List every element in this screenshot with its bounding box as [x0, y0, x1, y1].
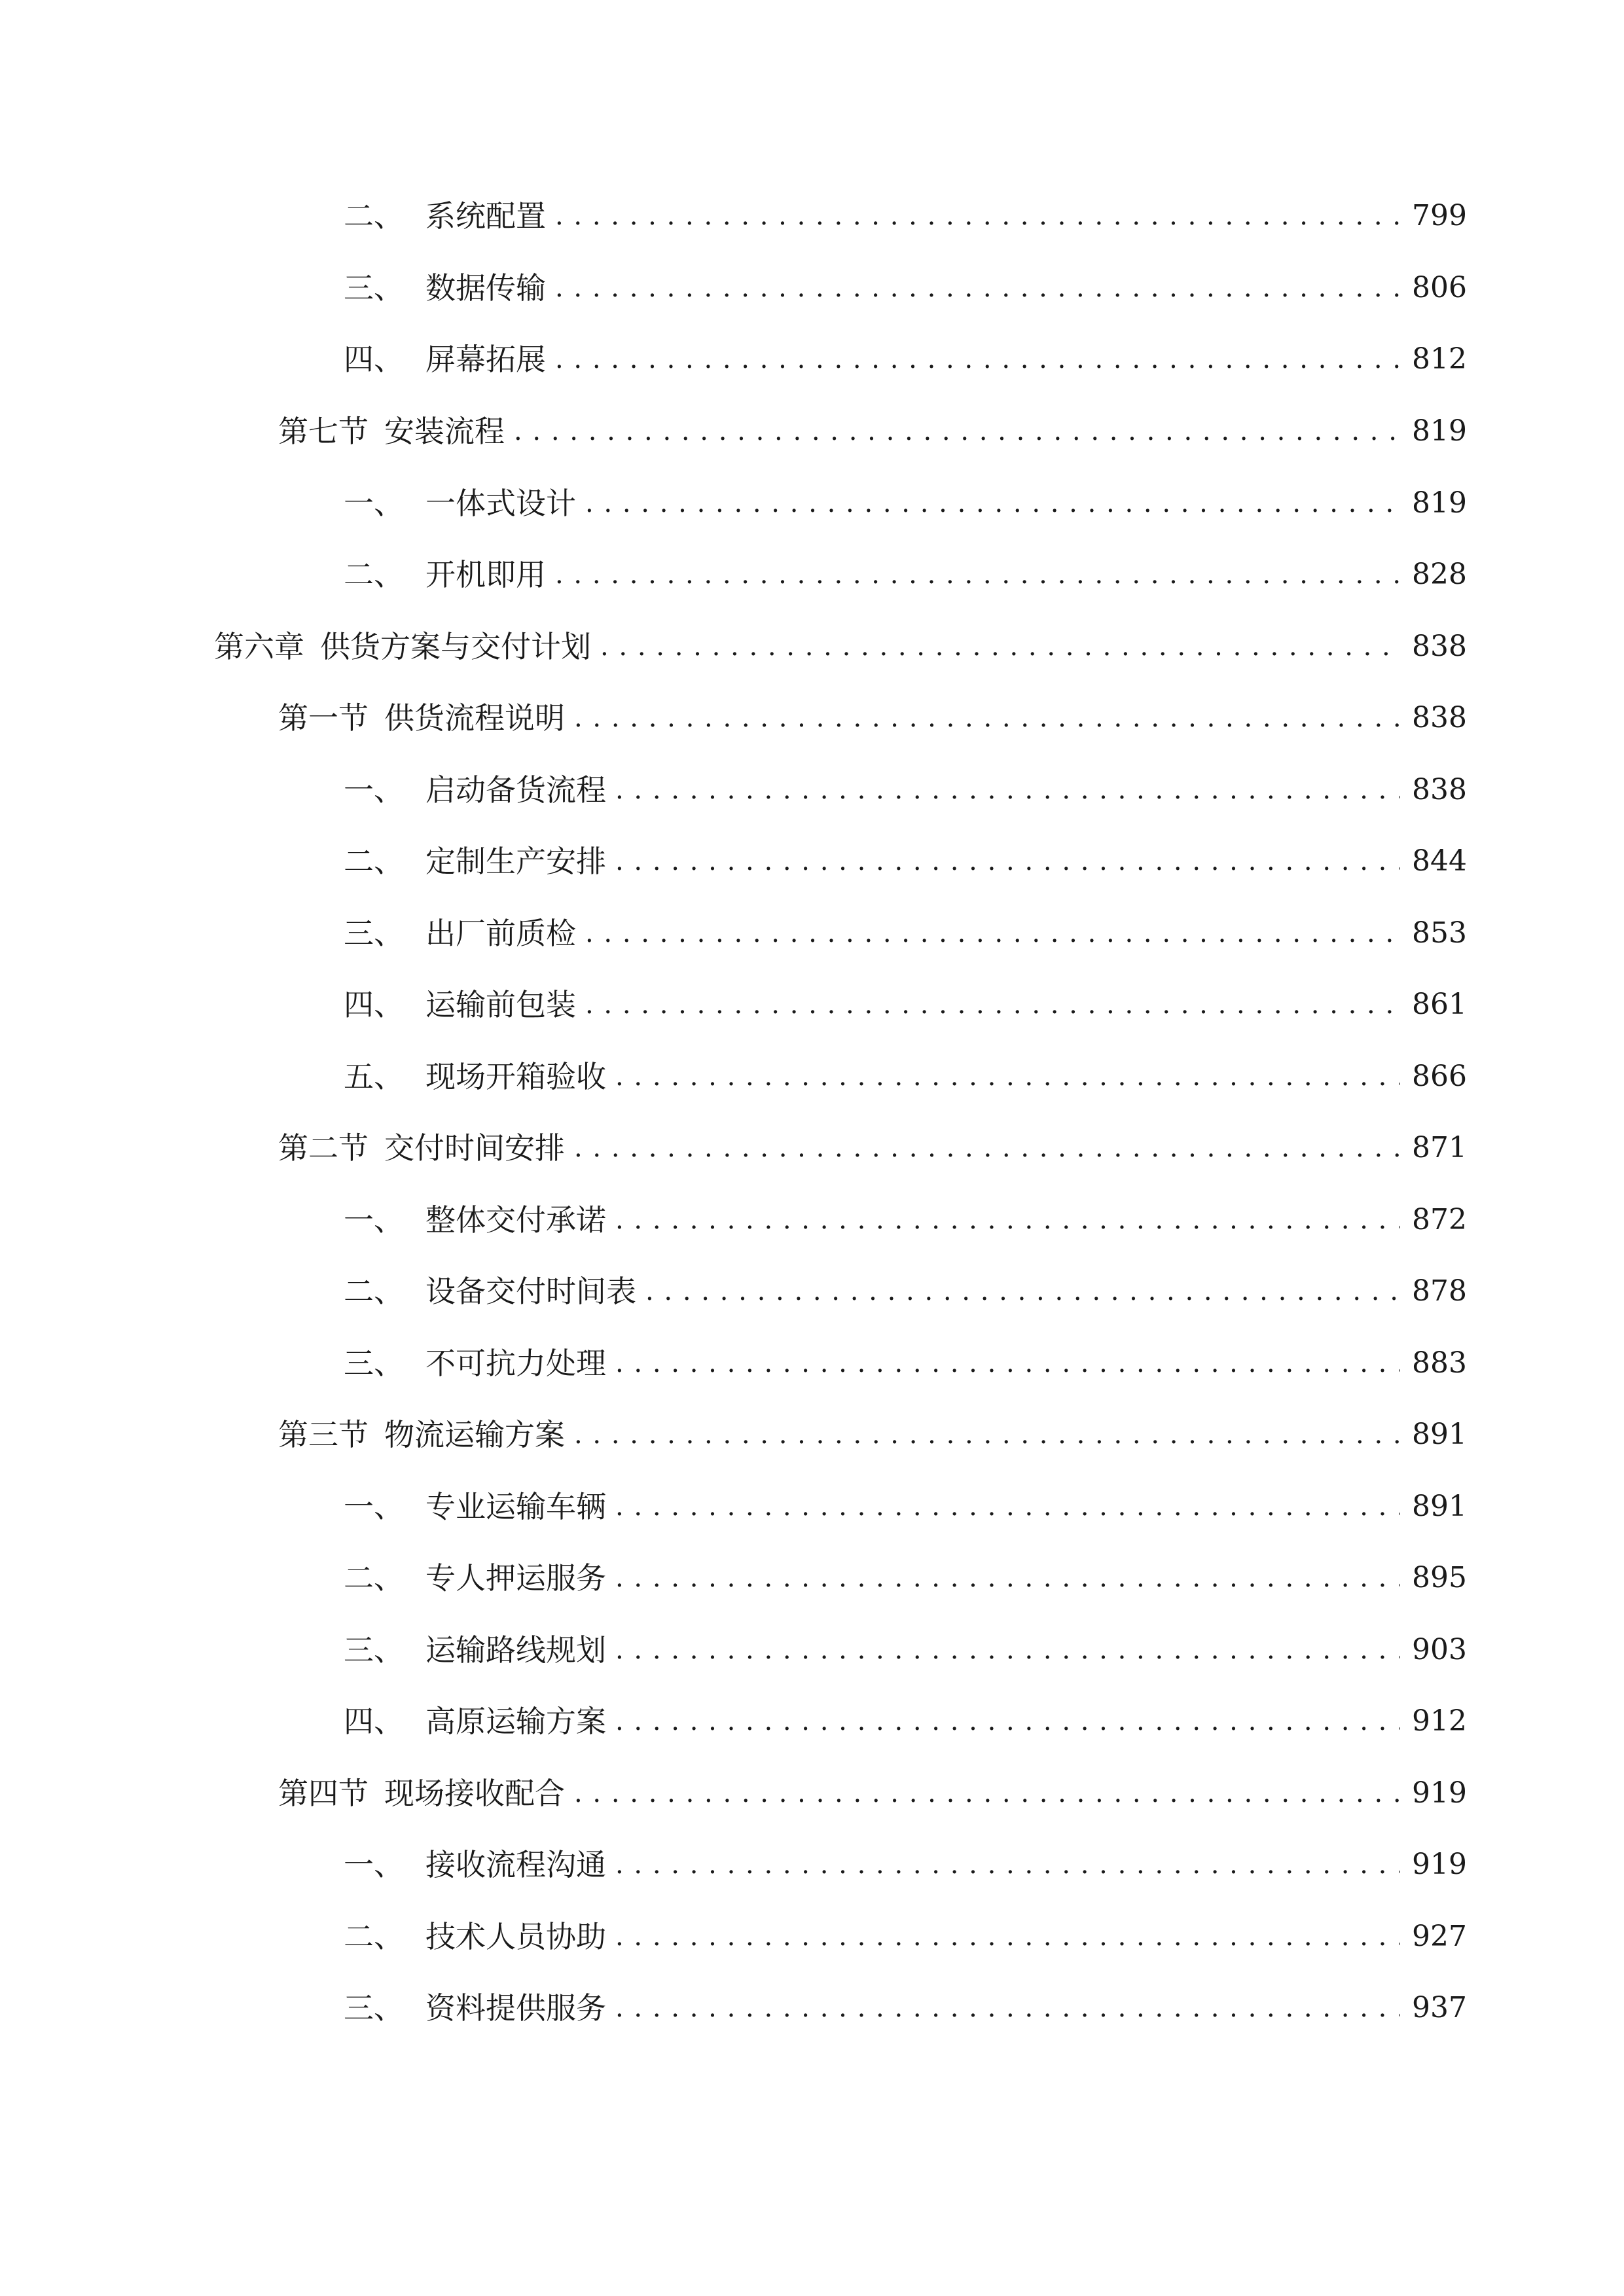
entry-number: 三、 — [344, 270, 404, 306]
toc-entry[interactable] — [344, 978, 1467, 1031]
page-number: 819 — [1412, 486, 1467, 520]
entry-number: 一、 — [344, 1202, 404, 1238]
dot-leader — [574, 1122, 1400, 1174]
dot-leader — [574, 692, 1400, 744]
entry-title: 专业运输车辆 — [425, 1489, 606, 1524]
dot-leader — [555, 333, 1400, 386]
page-number: 838 — [1412, 773, 1467, 806]
entry-title: 高原运输方案 — [425, 1704, 606, 1739]
entry-number: 二、 — [344, 557, 404, 592]
toc-entry[interactable] — [278, 1408, 1467, 1461]
dot-leader — [615, 764, 1400, 816]
entry-title: 启动备货流程 — [425, 772, 606, 808]
page-number: 806 — [1412, 271, 1467, 304]
dot-leader — [585, 907, 1400, 960]
toc-entry[interactable] — [344, 1624, 1467, 1676]
entry-title: 屏幕拓展 — [425, 342, 546, 377]
dot-leader — [615, 1839, 1400, 1891]
entry-number: 二、 — [344, 844, 404, 879]
entry-title: 现场开箱验收 — [425, 1059, 606, 1094]
toc-entry[interactable] — [344, 907, 1467, 960]
entry-number: 一、 — [344, 772, 404, 808]
entry-title: 交付时间安排 — [384, 1130, 565, 1166]
toc-entry[interactable] — [344, 333, 1467, 386]
page-number: 937 — [1412, 1991, 1467, 2024]
entry-number: 三、 — [344, 1990, 404, 2026]
entry-number: 三、 — [344, 916, 404, 951]
dot-leader — [615, 1982, 1400, 2034]
entry-number: 一、 — [344, 486, 404, 521]
toc-entry[interactable] — [344, 1337, 1467, 1390]
entry-title: 现场接收配合 — [384, 1776, 565, 1811]
toc-entry[interactable] — [344, 1839, 1467, 1891]
toc-entry[interactable] — [344, 835, 1467, 888]
dot-leader — [615, 1624, 1400, 1676]
entry-title: 资料提供服务 — [425, 1990, 606, 2026]
entry-title: 供货流程说明 — [384, 700, 565, 736]
entry-number: 第七节 — [278, 414, 369, 449]
page-number: 895 — [1412, 1561, 1467, 1594]
toc-entry[interactable] — [278, 1122, 1467, 1174]
entry-title: 运输前包装 — [425, 987, 576, 1022]
toc-entry[interactable] — [344, 1910, 1467, 1963]
page-number: 838 — [1412, 630, 1467, 663]
toc-entry[interactable] — [344, 262, 1467, 314]
toc-entry[interactable] — [344, 1265, 1467, 1318]
page-number: 903 — [1412, 1633, 1467, 1666]
toc-entry[interactable] — [344, 477, 1467, 529]
toc-entry[interactable] — [344, 1982, 1467, 2034]
dot-leader — [615, 1194, 1400, 1246]
entry-title: 接收流程沟通 — [425, 1847, 606, 1882]
entry-number: 一、 — [344, 1489, 404, 1524]
toc-entry[interactable] — [344, 1050, 1467, 1103]
toc-entry[interactable] — [344, 1194, 1467, 1246]
entry-number: 四、 — [344, 1704, 404, 1739]
page-number: 927 — [1412, 1920, 1467, 1953]
toc-entry[interactable] — [344, 1695, 1467, 1748]
page-number: 819 — [1412, 414, 1467, 448]
toc-entry[interactable] — [278, 1767, 1467, 1820]
page-number: 872 — [1412, 1203, 1467, 1236]
toc-entry[interactable] — [344, 190, 1467, 242]
page-number: 861 — [1412, 988, 1467, 1021]
dot-leader — [615, 835, 1400, 888]
page-number: 828 — [1412, 558, 1467, 591]
page-number: 866 — [1412, 1060, 1467, 1093]
page-number: 799 — [1412, 199, 1467, 232]
entry-number: 五、 — [344, 1059, 404, 1094]
entry-title: 系统配置 — [425, 198, 546, 234]
entry-number: 二、 — [344, 1919, 404, 1954]
entry-number: 二、 — [344, 1560, 404, 1596]
toc-entry[interactable] — [214, 620, 1467, 673]
dot-leader — [600, 620, 1400, 673]
dot-leader — [615, 1050, 1400, 1103]
dot-leader — [585, 978, 1400, 1031]
toc-entry[interactable] — [344, 1480, 1467, 1533]
dot-leader — [645, 1265, 1400, 1318]
entry-number: 三、 — [344, 1346, 404, 1381]
dot-leader — [615, 1552, 1400, 1604]
page-number: 891 — [1412, 1490, 1467, 1523]
dot-leader — [585, 477, 1400, 529]
entry-title: 定制生产安排 — [425, 844, 606, 879]
dot-leader — [555, 190, 1400, 242]
dot-leader — [615, 1337, 1400, 1390]
entry-title: 一体式设计 — [425, 486, 576, 521]
page-number: 891 — [1412, 1418, 1467, 1451]
entry-number: 二、 — [344, 1274, 404, 1309]
dot-leader — [555, 548, 1400, 601]
page-number: 919 — [1412, 1776, 1467, 1810]
page-number: 912 — [1412, 1704, 1467, 1738]
page-number: 871 — [1412, 1131, 1467, 1164]
toc-entry[interactable] — [344, 1552, 1467, 1604]
entry-title: 出厂前质检 — [425, 916, 576, 951]
entry-number: 第六章 — [214, 629, 304, 664]
entry-title: 不可抗力处理 — [425, 1346, 606, 1381]
page-number: 812 — [1412, 342, 1467, 376]
toc-entry[interactable] — [344, 764, 1467, 816]
toc-entry[interactable] — [278, 405, 1467, 457]
entry-title: 开机即用 — [425, 557, 546, 592]
dot-leader — [615, 1910, 1400, 1963]
entry-title: 整体交付承诺 — [425, 1202, 606, 1238]
page-number: 878 — [1412, 1274, 1467, 1308]
entry-number: 一、 — [344, 1847, 404, 1882]
entry-number: 第一节 — [278, 700, 369, 736]
entry-title: 运输路线规划 — [425, 1632, 606, 1668]
dot-leader — [615, 1695, 1400, 1748]
page-number: 838 — [1412, 701, 1467, 734]
entry-title: 供货方案与交付计划 — [320, 629, 591, 664]
dot-leader — [514, 405, 1400, 457]
entry-title: 技术人员协助 — [425, 1919, 606, 1954]
entry-number: 第三节 — [278, 1417, 369, 1452]
toc-entry[interactable] — [344, 548, 1467, 601]
entry-number: 二、 — [344, 198, 404, 234]
dot-leader — [574, 1767, 1400, 1820]
dot-leader — [615, 1480, 1400, 1533]
entry-title: 物流运输方案 — [384, 1417, 565, 1452]
toc-entry[interactable] — [278, 692, 1467, 744]
entry-title: 设备交付时间表 — [425, 1274, 636, 1309]
page-number: 844 — [1412, 844, 1467, 878]
dot-leader — [555, 262, 1400, 314]
page-number: 853 — [1412, 916, 1467, 950]
entry-title: 专人押运服务 — [425, 1560, 606, 1596]
page-number: 883 — [1412, 1346, 1467, 1380]
entry-title: 安装流程 — [384, 414, 505, 449]
entry-number: 四、 — [344, 987, 404, 1022]
entry-number: 三、 — [344, 1632, 404, 1668]
entry-number: 四、 — [344, 342, 404, 377]
page-number: 919 — [1412, 1848, 1467, 1881]
entry-number: 第四节 — [278, 1776, 369, 1811]
entry-number: 第二节 — [278, 1130, 369, 1166]
entry-title: 数据传输 — [425, 270, 546, 306]
dot-leader — [574, 1408, 1400, 1461]
